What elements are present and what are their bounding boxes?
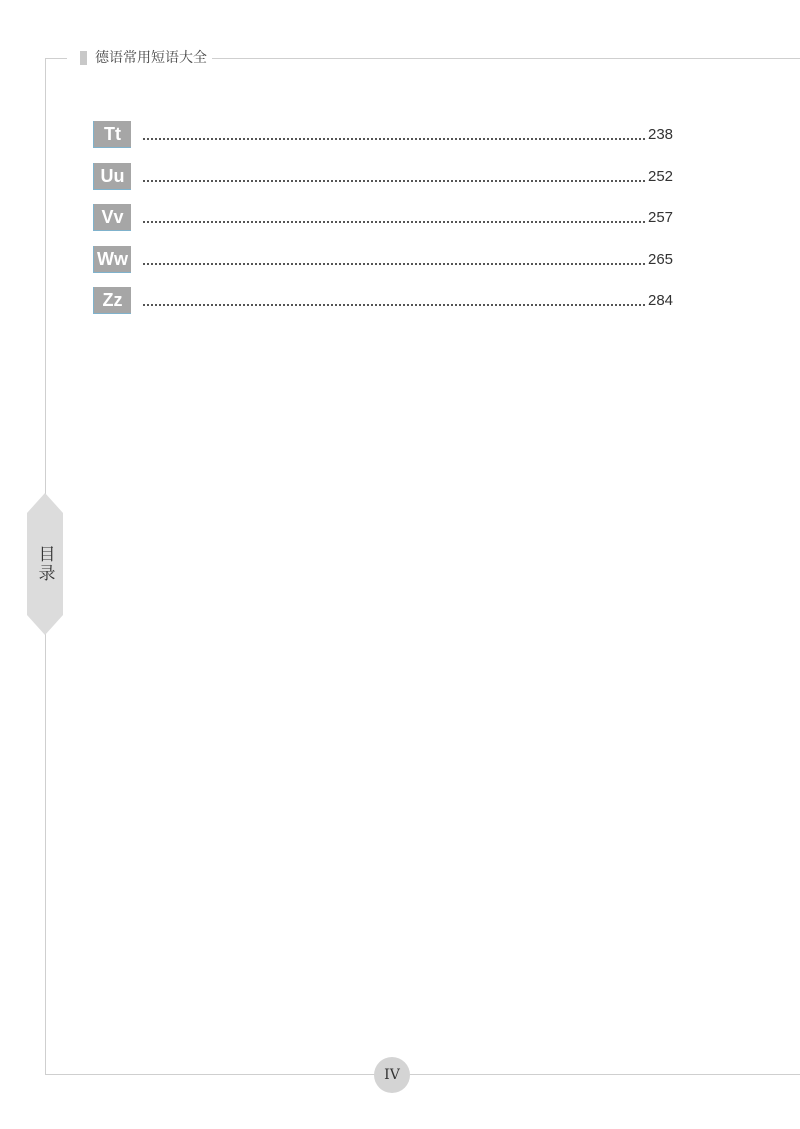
toc-dot-leader (143, 304, 645, 306)
side-section-tab (27, 493, 63, 635)
toc-dot-leader (143, 221, 645, 223)
toc-entry[interactable] (93, 121, 693, 149)
toc-page-number: 265 (648, 250, 674, 268)
toc-entry[interactable] (93, 246, 693, 274)
toc-page-number: 257 (648, 209, 674, 226)
toc-entry[interactable] (93, 163, 693, 191)
toc-page-number: 252 (648, 167, 674, 185)
toc-entry[interactable] (93, 204, 693, 232)
toc-letter-badge: Zz (93, 287, 131, 314)
header-marker (80, 51, 87, 65)
table-of-contents (93, 121, 693, 329)
toc-dot-leader (143, 138, 645, 140)
toc-dot-leader (143, 263, 645, 265)
toc-letter-badge: Tt (93, 121, 131, 148)
toc-page-number: 238 (648, 126, 674, 143)
page-frame-bottom (45, 1074, 800, 1075)
header-rule-right (212, 58, 800, 59)
toc-letter-badge: Ww (93, 246, 131, 273)
toc-letter-badge: Vv (93, 204, 131, 231)
toc-page-number: 284 (648, 292, 674, 309)
toc-dot-leader (143, 180, 645, 182)
side-tab-label: 目录 (34, 545, 55, 583)
running-header-title: 德语常用短语大全 (95, 50, 207, 66)
toc-letter-badge: Uu (93, 163, 131, 190)
header-rule-left (45, 58, 67, 59)
toc-entry[interactable] (93, 287, 693, 315)
page-number-badge: IV (374, 1057, 410, 1093)
